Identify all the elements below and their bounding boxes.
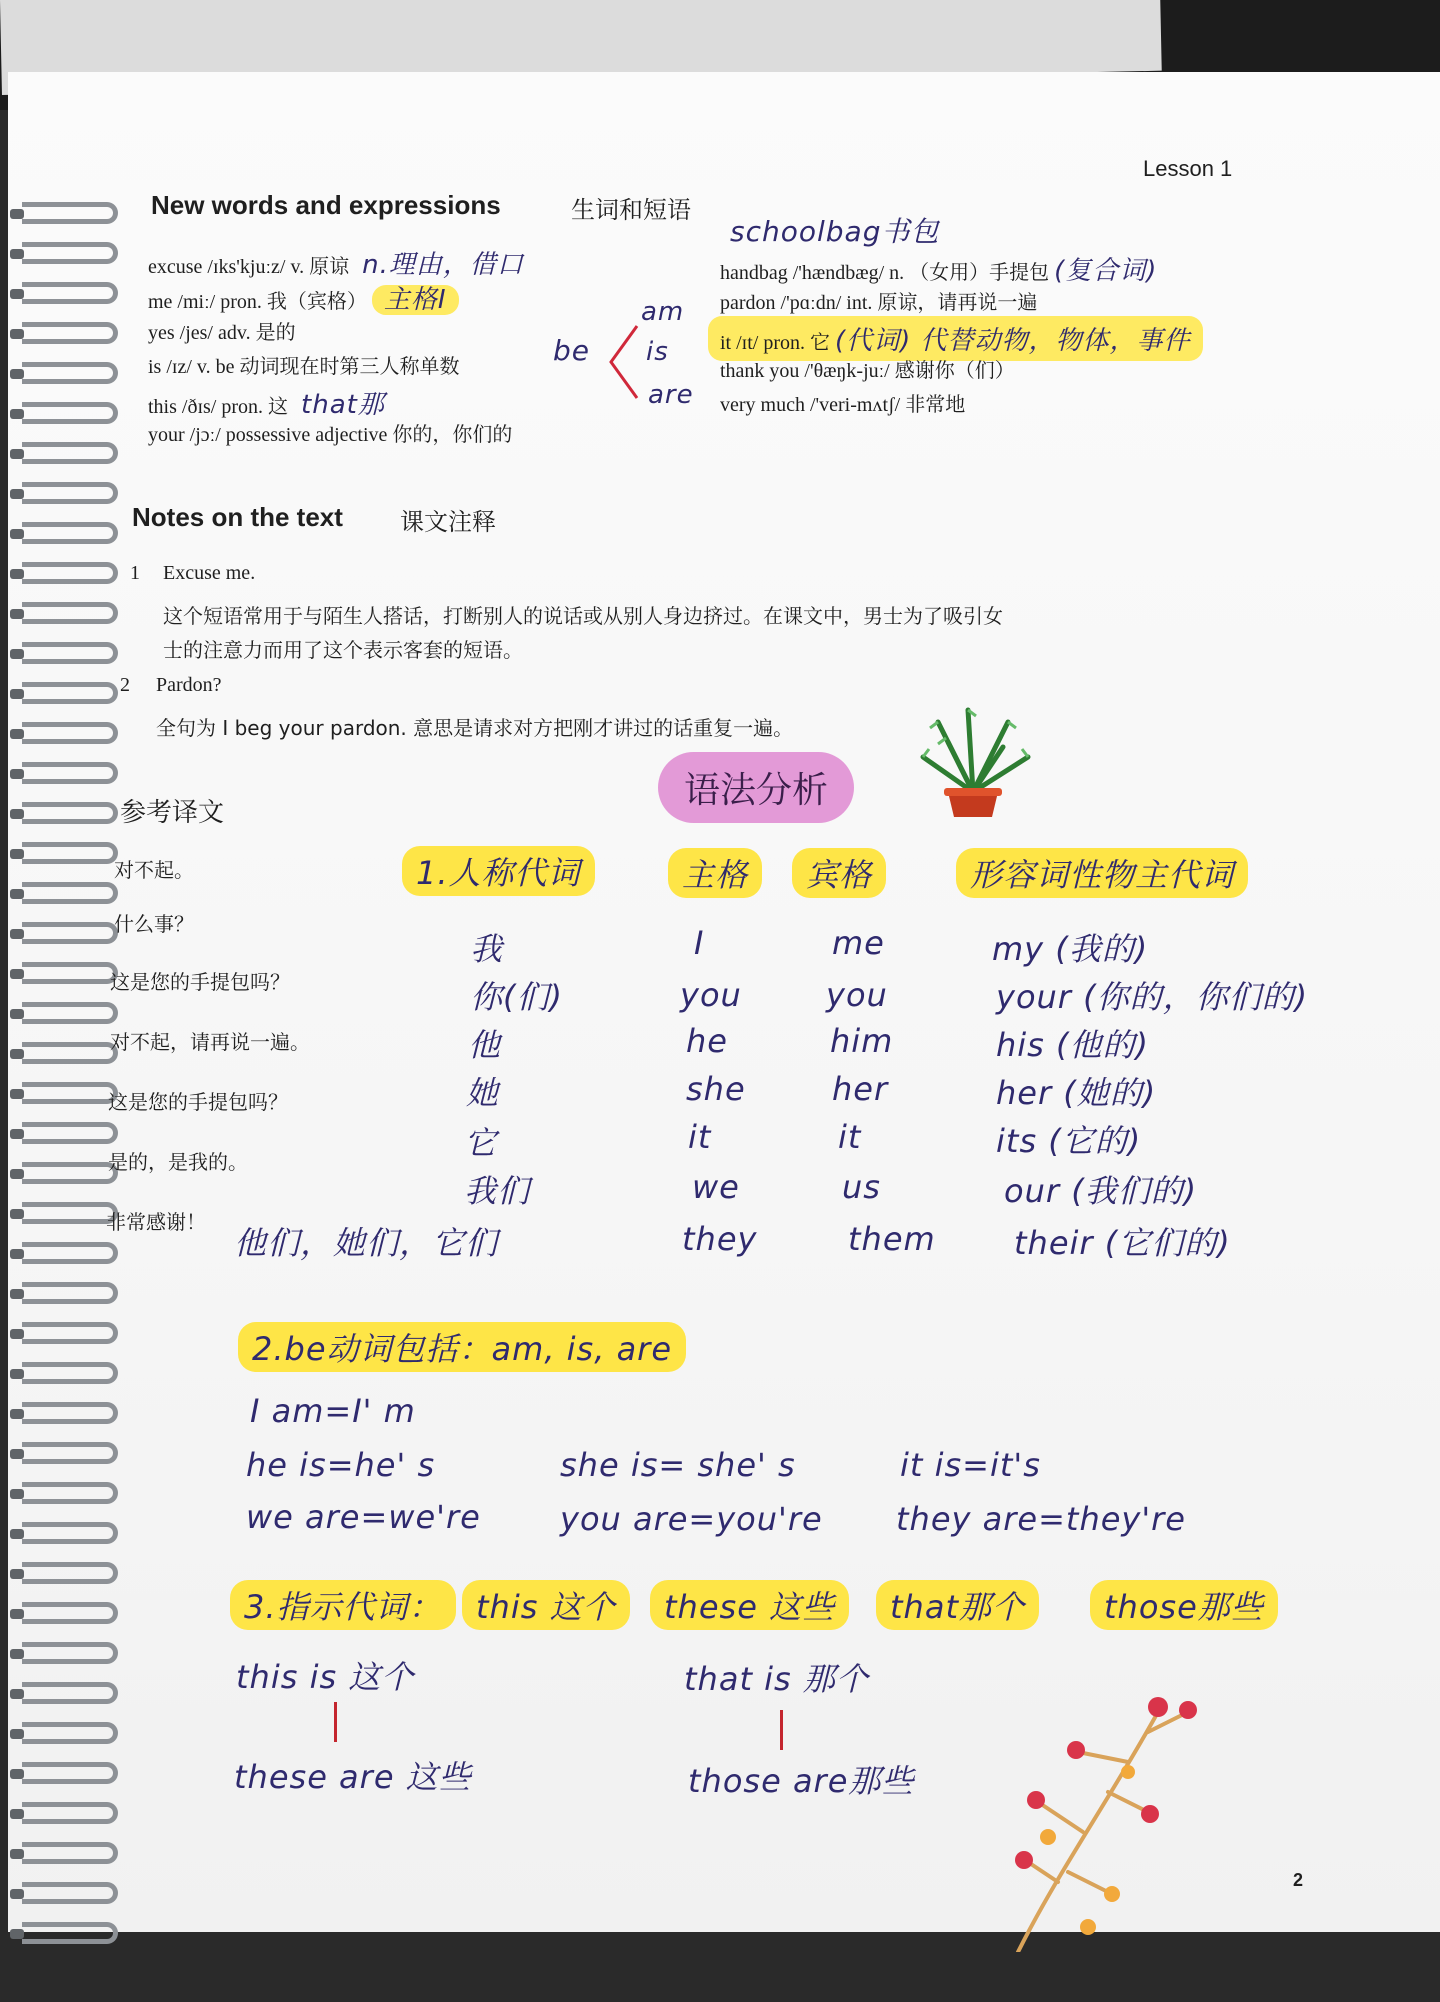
spiral-ring [22, 522, 118, 544]
translation-line: 是的，是我的。 [108, 1150, 248, 1174]
spiral-ring [22, 1562, 118, 1584]
handwritten-note: that那 [301, 390, 385, 420]
handwritten-note: (复合词) [1054, 256, 1158, 286]
spiral-ring [22, 1162, 118, 1184]
pronoun-possessive: our (我们的) [1004, 1172, 1198, 1210]
pronoun-subject: I [694, 924, 705, 962]
pronoun-subject: you [680, 976, 742, 1014]
be-contraction: she is= she' s [560, 1446, 796, 1484]
new-words-title: New words and expressions [151, 190, 501, 220]
spiral-ring [22, 442, 118, 464]
spiral-ring [22, 202, 118, 224]
spiral-ring [22, 1602, 118, 1624]
pronoun-cn: 他们，她们，它们 [234, 1224, 499, 1262]
spiral-ring [22, 1082, 118, 1104]
be-form-is: is [646, 337, 669, 367]
pronoun-cn: 她 [466, 1074, 500, 1112]
pronoun-object: you [826, 976, 888, 1014]
note-2-number: 2 [120, 674, 130, 696]
spiral-ring [22, 1402, 118, 1424]
word-text: this /ðɪs/ pron. 这 [148, 396, 289, 418]
pronoun-possessive: her (她的) [996, 1074, 1157, 1112]
spiral-binding [8, 202, 118, 2002]
spiral-ring [22, 1282, 118, 1304]
notes-title-cn: 课文注释 [400, 508, 496, 536]
handwritten-note: n.理由，借口 [362, 250, 524, 280]
pronoun-cn: 他 [468, 1026, 502, 1064]
spiral-ring [22, 842, 118, 864]
word-text: it /ɪt/ pron. 它 [720, 332, 830, 354]
demonstrative-singular: this is 这个 [236, 1658, 415, 1696]
spiral-ring [22, 242, 118, 264]
plant-icon [908, 702, 1038, 822]
demonstrative-tag: that那个 [876, 1580, 1039, 1630]
spiral-ring [22, 362, 118, 384]
demonstrative-singular: that is 那个 [684, 1660, 869, 1698]
be-form-are: are [648, 380, 694, 410]
lesson-label: Lesson 1 [1143, 156, 1233, 181]
pronoun-object: them [848, 1220, 936, 1258]
spiral-ring [22, 1802, 118, 1824]
word-excuse [148, 244, 524, 281]
spiral-ring [22, 1482, 118, 1504]
note-2-body: 全句为 I beg your pardon. 意思是请求对方把刚才讲过的话重复一遍。 [156, 716, 794, 740]
pronoun-possessive: their (它们的) [1014, 1224, 1231, 1262]
spiral-ring [22, 682, 118, 704]
pronoun-object: me [832, 924, 885, 962]
translation-line: 对不起。 [114, 858, 194, 882]
pronoun-object: him [830, 1022, 894, 1060]
translation-title: 参考译文 [120, 798, 225, 828]
spiral-ring [22, 1202, 118, 1224]
word-this [148, 384, 385, 421]
note-1-body: 这个短语常用于与陌生人搭话，打断别人的说话或从别人身边挤过。在课文中，男士为了吸引女 [163, 604, 1003, 628]
word-text: excuse /ɪks'kjuːz/ v. 原谅 [148, 256, 350, 278]
demonstrative-tag: this 这个 [462, 1580, 630, 1630]
pronoun-possessive: your (你的，你们的) [996, 978, 1309, 1016]
spiral-ring [22, 1122, 118, 1144]
handwritten-note: 主格I [372, 285, 459, 315]
spiral-ring [22, 1002, 118, 1024]
spiral-ring [22, 642, 118, 664]
handwritten-note: (代词) 代替动物，物体，事件 [835, 326, 1191, 356]
note-2-head: Pardon? [156, 674, 222, 696]
be-contraction: he is=he' s [246, 1446, 436, 1484]
translation-line: 对不起，请再说一遍。 [110, 1030, 310, 1054]
spiral-ring [22, 922, 118, 944]
pronoun-possessive: my (我的) [992, 930, 1149, 968]
connector-line [334, 1702, 337, 1742]
col-possessive: 形容词性物主代词 [956, 848, 1248, 898]
brace-icon [603, 322, 643, 402]
note-1-body-2: 士的注意力而用了这个表示客套的短语。 [163, 638, 523, 662]
spiral-ring [22, 1762, 118, 1784]
word-yes: yes /jes/ adv. 是的 [148, 322, 296, 344]
notebook-page [8, 72, 1440, 1932]
word-your: your /jɔː/ possessive adjective 你的，你们的 [148, 424, 513, 446]
pronoun-subject: it [688, 1118, 712, 1156]
spiral-ring [22, 1722, 118, 1744]
pronoun-subject: they [682, 1220, 758, 1258]
pronoun-subject: we [692, 1168, 740, 1206]
word-thank-you: thank you /'θæŋk-juː/ 感谢你（们） [720, 360, 1015, 382]
pronoun-possessive: his (他的) [996, 1026, 1149, 1064]
note-1-number: 1 [130, 562, 140, 584]
pronoun-cn: 我们 [464, 1172, 531, 1210]
spiral-ring [22, 1322, 118, 1344]
spiral-ring [22, 802, 118, 824]
pronoun-cn: 你(们) [470, 978, 563, 1016]
spiral-ring [22, 1642, 118, 1664]
be-contraction: they are=they're [896, 1500, 1186, 1538]
spiral-ring [22, 1442, 118, 1464]
translation-line: 非常感谢！ [106, 1210, 206, 1234]
spiral-ring [22, 1242, 118, 1264]
spiral-ring [22, 602, 118, 624]
be-contraction: I am=I' m [250, 1392, 416, 1430]
berry-branch-icon [988, 1652, 1208, 1952]
spiral-ring [22, 562, 118, 584]
be-contraction: it is=it's [900, 1446, 1041, 1484]
spiral-ring [22, 762, 118, 784]
spiral-ring [22, 322, 118, 344]
spiral-ring [22, 1922, 118, 1944]
page-number: 2 [1293, 1870, 1304, 1890]
word-me [148, 279, 459, 316]
notes-title: Notes on the text [132, 502, 343, 532]
translation-line: 什么事？ [114, 912, 194, 936]
word-text: me /miː/ pron. 我（宾格） [148, 291, 367, 313]
pronoun-cn: 我 [470, 930, 504, 968]
pronoun-object: us [842, 1168, 881, 1206]
spiral-ring [22, 1682, 118, 1704]
pronoun-cn: 它 [464, 1124, 498, 1162]
schoolbag-note: schoolbag书包 [730, 215, 940, 248]
demonstrative-tag: these 这些 [650, 1580, 849, 1630]
demonstrative-plural: those are那些 [688, 1762, 915, 1800]
spiral-ring [22, 1882, 118, 1904]
note-1-head: Excuse me. [163, 562, 256, 584]
new-words-title-cn: 生词和短语 [571, 196, 691, 224]
translation-line: 这是您的手提包吗？ [110, 970, 290, 994]
spiral-ring [22, 1522, 118, 1544]
grammar-title: 语法分析 [658, 752, 854, 823]
pronoun-subject: she [686, 1070, 746, 1108]
demonstrative-tag: those那些 [1090, 1580, 1278, 1630]
word-handbag [720, 250, 1157, 287]
word-very-much: very much /'veri-mʌtʃ/ 非常地 [720, 394, 966, 416]
translation-line: 这是您的手提包吗？ [108, 1090, 288, 1114]
connector-line [780, 1710, 783, 1750]
be-note: be [553, 334, 590, 367]
demonstrative-heading: 3.指示代词： [230, 1580, 456, 1630]
spiral-ring [22, 282, 118, 304]
demonstrative-plural: these are 这些 [234, 1758, 472, 1796]
word-is: is /ɪz/ v. be 动词现在时第三人称单数 [148, 356, 460, 378]
pronoun-object: her [832, 1070, 889, 1108]
spiral-ring [22, 962, 118, 984]
be-contraction: you are=you're [560, 1500, 823, 1538]
col-object: 宾格 [792, 848, 886, 898]
be-contraction: we are=we're [246, 1498, 481, 1536]
spiral-ring [22, 402, 118, 424]
word-pardon: pardon /'pɑːdn/ int. 原谅，请再说一遍 [720, 292, 1038, 314]
pronoun-heading: 1.人称代词 [402, 846, 595, 896]
spiral-ring [22, 1362, 118, 1384]
spiral-ring [22, 482, 118, 504]
spiral-ring [22, 1842, 118, 1864]
word-text: handbag /'hændbæg/ n. （女用）手提包 [720, 262, 1050, 284]
spiral-ring [22, 722, 118, 744]
col-subject: 主格 [668, 848, 762, 898]
be-form-am: am [641, 297, 685, 327]
spiral-ring [22, 882, 118, 904]
pronoun-subject: he [686, 1022, 728, 1060]
be-heading: 2.be动词包括：am, is, are [238, 1322, 686, 1372]
pronoun-object: it [838, 1118, 862, 1156]
pronoun-possessive: its (它的) [996, 1122, 1142, 1160]
spiral-ring [22, 1042, 118, 1064]
